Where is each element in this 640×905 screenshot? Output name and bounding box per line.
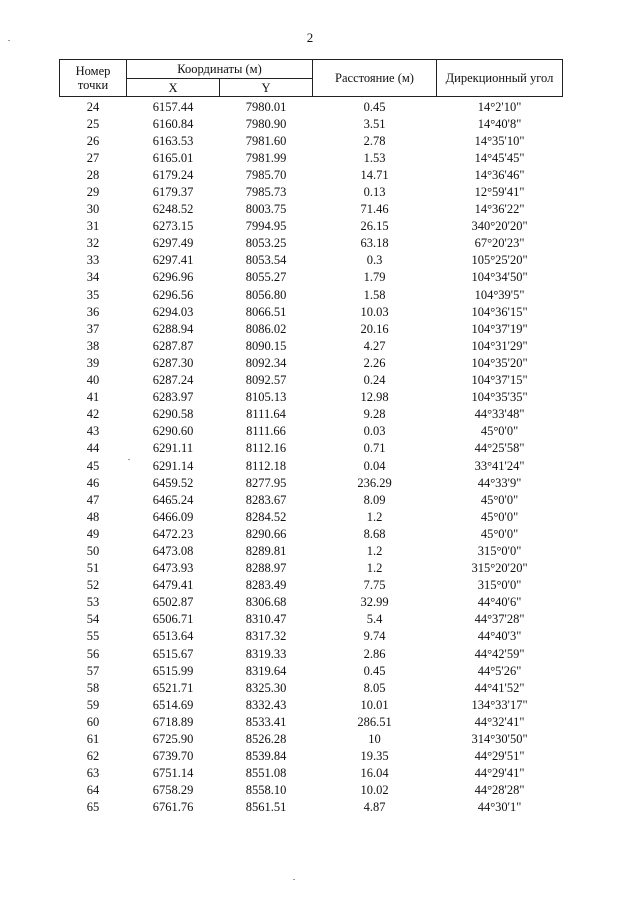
cell-y: 7981.60 [245,133,287,148]
cell-point-number: 44 [86,441,100,456]
cell-x: 6465.24 [152,492,194,507]
table-row [60,491,563,508]
cell-y: 8056.80 [245,287,287,302]
cell-direction-angle: 12°59'41" [474,185,525,200]
table-row [60,542,563,559]
table-row [60,508,563,525]
header-x: X [127,79,220,97]
cell-y: 8283.67 [245,492,287,507]
cell-y: 8317.32 [245,629,287,644]
cell-x: 6291.14 [152,458,194,473]
table-row [60,303,563,320]
cell-direction-angle: 134°33'17" [471,697,528,712]
cell-y: 8090.15 [245,338,287,353]
cell-y: 8003.75 [245,202,287,217]
cell-x: 6466.09 [152,509,194,524]
cell-point-number: 64 [86,783,100,798]
cell-direction-angle: 44°37'28" [474,612,525,627]
cell-point-number: 41 [86,390,100,405]
cell-direction-angle: 104°39'5" [474,287,525,302]
table-row [60,594,563,611]
cell-direction-angle: 45°0'0" [480,509,519,524]
cell-direction-angle: 44°28'28" [474,783,525,798]
cell-distance: 32.99 [360,595,389,610]
cell-point-number: 57 [86,663,100,678]
cell-direction-angle: 44°25'58" [474,441,525,456]
cell-point-number: 53 [86,595,100,610]
cell-point-number: 58 [86,680,100,695]
cell-x: 6283.97 [152,390,194,405]
cell-direction-angle: 44°41'52" [474,680,525,695]
table-row [60,525,563,542]
cell-distance: 12.98 [360,390,389,405]
cell-point-number: 28 [86,167,100,182]
table-row [60,201,563,218]
cell-y: 7980.01 [245,99,287,114]
cell-y: 8526.28 [245,732,287,747]
cell-y: 8319.64 [245,663,287,678]
cell-x: 6290.58 [152,407,194,422]
cell-x: 6287.30 [152,355,194,370]
cell-y: 8055.27 [245,270,287,285]
cell-direction-angle: 340°20'20" [471,219,528,234]
cell-x: 6515.99 [152,663,194,678]
cell-direction-angle: 104°31'29" [471,338,528,353]
cell-y: 8112.16 [245,441,287,456]
table-row [60,218,563,235]
table-row [60,696,563,713]
cell-direction-angle: 14°36'46" [474,167,525,182]
table-row [60,149,563,166]
table-row [60,560,563,577]
cell-y: 8288.97 [245,561,287,576]
cell-y: 8277.95 [245,475,287,490]
cell-direction-angle: 104°36'15" [471,304,528,319]
header-point-number: Номер точки [60,60,127,97]
cell-direction-angle: 44°32'41" [474,714,525,729]
cell-y: 7981.99 [245,150,287,165]
cell-distance: 3.51 [363,116,386,131]
table-row [60,662,563,679]
cell-point-number: 32 [86,236,100,251]
cell-direction-angle: 67°20'23" [474,236,525,251]
cell-point-number: 40 [86,373,100,388]
header-direction-angle: Дирекционный угол [437,60,563,97]
cell-point-number: 60 [86,714,100,729]
cell-point-number: 47 [86,492,100,507]
cell-y: 8290.66 [245,526,287,541]
coordinates-table [59,59,563,816]
cell-distance: 10.01 [360,697,389,712]
cell-distance: 0.3 [366,253,383,268]
cell-direction-angle: 104°35'35" [471,390,528,405]
cell-point-number: 50 [86,543,100,558]
cell-point-number: 29 [86,185,100,200]
cell-distance: 1.2 [366,561,383,576]
header-distance: Расстояние (м) [313,60,437,97]
cell-distance: 1.79 [363,270,386,285]
table-row [60,337,563,354]
cell-x: 6514.69 [152,697,194,712]
cell-direction-angle: 44°29'51" [474,749,525,764]
cell-distance: 20.16 [360,321,389,336]
cell-x: 6718.89 [152,714,194,729]
table-row [60,645,563,662]
cell-point-number: 65 [86,800,100,815]
cell-y: 7980.90 [245,116,287,131]
cell-point-number: 39 [86,355,100,370]
cell-x: 6273.15 [152,219,194,234]
cell-distance: 286.51 [357,714,392,729]
cell-y: 8289.81 [245,543,287,558]
cell-x: 6287.24 [152,373,194,388]
cell-y: 8306.68 [245,595,287,610]
cell-direction-angle: 44°5'26" [477,663,522,678]
cell-x: 6473.93 [152,561,194,576]
cell-x: 6179.24 [152,167,194,182]
cell-distance: 8.09 [363,492,386,507]
cell-x: 6751.14 [152,766,194,781]
table-row [60,372,563,389]
table-row [60,97,563,116]
page-number: 2 [306,30,314,45]
cell-distance: 1.2 [366,509,383,524]
cell-y: 8561.51 [245,800,287,815]
cell-x: 6291.11 [152,441,194,456]
cell-distance: 2.86 [363,646,386,661]
cell-point-number: 63 [86,766,100,781]
table-row [60,611,563,628]
cell-point-number: 56 [86,646,100,661]
cell-distance: 10.03 [360,304,389,319]
cell-point-number: 30 [86,202,100,217]
cell-y: 8533.41 [245,714,287,729]
table-row [60,286,563,303]
cell-distance: 19.35 [360,749,389,764]
table-row [60,132,563,149]
table-row [60,115,563,132]
table-row [60,799,563,816]
table-row [60,457,563,474]
table-row [60,235,563,252]
cell-direction-angle: 104°37'15" [471,373,528,388]
cell-y: 8539.84 [245,749,287,764]
cell-distance: 0.45 [363,99,386,114]
cell-x: 6248.52 [152,202,194,217]
table-row [60,406,563,423]
cell-distance: 10.02 [360,783,389,798]
cell-direction-angle: 14°36'22" [474,202,525,217]
cell-direction-angle: 44°33'48" [474,407,525,422]
cell-distance: 26.15 [360,219,389,234]
cell-direction-angle: 44°40'6" [477,595,522,610]
cell-y: 8325.30 [245,680,287,695]
cell-direction-angle: 45°0'0" [480,526,519,541]
cell-y: 8092.34 [245,355,287,370]
cell-y: 8105.13 [245,390,287,405]
cell-direction-angle: 314°30'50" [471,732,528,747]
cell-y: 8053.25 [245,236,287,251]
cell-distance: 2.26 [363,355,386,370]
cell-direction-angle: 104°34'50" [471,270,528,285]
cell-point-number: 43 [86,424,100,439]
table-row [60,423,563,440]
table-row [60,183,563,200]
cell-y: 8332.43 [245,697,287,712]
cell-distance: 16.04 [360,766,389,781]
table-row [60,713,563,730]
cell-y: 8086.02 [245,321,287,336]
cell-y: 7994.95 [245,219,287,234]
cell-y: 7985.70 [245,167,287,182]
cell-x: 6473.08 [152,543,194,558]
header-y: Y [220,79,313,97]
cell-x: 6758.29 [152,783,194,798]
cell-x: 6294.03 [152,304,194,319]
cell-distance: 14.71 [360,167,389,182]
cell-x: 6515.67 [152,646,194,661]
cell-direction-angle: 14°2'10" [477,99,522,114]
table-row [60,730,563,747]
cell-distance: 0.03 [363,424,386,439]
cell-distance: 0.71 [363,441,386,456]
cell-distance: 1.2 [366,543,383,558]
cell-direction-angle: 44°33'9" [477,475,522,490]
cell-y: 8066.51 [245,304,287,319]
cell-point-number: 45 [86,458,100,473]
cell-y: 8310.47 [245,612,287,627]
cell-point-number: 26 [86,133,100,148]
cell-distance: 5.4 [366,612,383,627]
cell-point-number: 33 [86,253,100,268]
cell-direction-angle: 44°40'3" [477,629,522,644]
cell-x: 6479.41 [152,578,194,593]
cell-distance: 1.58 [363,287,386,302]
cell-x: 6506.71 [152,612,194,627]
cell-x: 6296.56 [152,287,194,302]
cell-direction-angle: 315°0'0" [477,543,522,558]
cell-point-number: 25 [86,116,100,131]
cell-distance: 9.28 [363,407,386,422]
cell-distance: 4.27 [363,338,386,353]
cell-x: 6163.53 [152,133,194,148]
cell-y: 8092.57 [245,373,287,388]
cell-distance: 71.46 [360,202,389,217]
cell-point-number: 51 [86,561,100,576]
table-row [60,440,563,457]
cell-point-number: 42 [86,407,100,422]
cell-distance: 0.24 [363,373,386,388]
cell-x: 6296.96 [152,270,194,285]
cell-direction-angle: 104°35'20" [471,355,528,370]
cell-y: 8111.64 [246,407,286,422]
cell-direction-angle: 105°25'20" [471,253,528,268]
cell-x: 6472.23 [152,526,194,541]
cell-direction-angle: 45°0'0" [480,424,519,439]
cell-x: 6459.52 [152,475,194,490]
cell-distance: 7.75 [363,578,386,593]
cell-point-number: 54 [86,612,100,627]
cell-distance: 8.68 [363,526,386,541]
table-row [60,320,563,337]
cell-point-number: 31 [86,219,100,234]
table-row [60,269,563,286]
cell-y: 8053.54 [245,253,287,268]
cell-x: 6288.94 [152,321,194,336]
cell-x: 6165.01 [152,150,194,165]
table-row [60,474,563,491]
table-row [60,782,563,799]
cell-distance: 236.29 [357,475,392,490]
cell-direction-angle: 315°0'0" [477,578,522,593]
cell-point-number: 37 [86,321,100,336]
table-row [60,748,563,765]
cell-y: 8319.33 [245,646,287,661]
table-row [60,628,563,645]
cell-point-number: 38 [86,338,100,353]
cell-x: 6287.87 [152,338,194,353]
cell-direction-angle: 33°41'24" [474,458,525,473]
cell-x: 6725.90 [152,732,194,747]
cell-point-number: 34 [86,270,100,285]
table-body [60,97,563,816]
cell-x: 6157.44 [152,99,194,114]
cell-distance: 0.45 [363,663,386,678]
table-row [60,577,563,594]
cell-x: 6761.76 [152,800,194,815]
cell-distance: 4.87 [363,800,386,815]
cell-distance: 8.05 [363,680,386,695]
cell-point-number: 36 [86,304,100,319]
cell-distance: 10 [368,732,381,747]
table-row [60,765,563,782]
cell-point-number: 52 [86,578,100,593]
cell-point-number: 24 [86,99,100,114]
cell-direction-angle: 14°40'8" [477,116,522,131]
cell-distance: 0.04 [363,458,386,473]
cell-direction-angle: 44°42'59" [474,646,525,661]
cell-point-number: 61 [86,732,100,747]
cell-point-number: 49 [86,526,100,541]
cell-distance: 2.78 [363,133,386,148]
cell-x: 6502.87 [152,595,194,610]
cell-x: 6297.49 [152,236,194,251]
cell-distance: 63.18 [360,236,389,251]
table-row [60,679,563,696]
table-row [60,389,563,406]
cell-direction-angle: 14°45'45" [474,150,525,165]
cell-point-number: 59 [86,697,100,712]
cell-x: 6297.41 [152,253,194,268]
cell-y: 8283.49 [245,578,287,593]
cell-x: 6521.71 [152,680,194,695]
cell-direction-angle: 315°20'20" [471,561,528,576]
table-row [60,354,563,371]
cell-x: 6179.37 [152,185,194,200]
cell-point-number: 27 [86,150,100,165]
table-row [60,166,563,183]
cell-direction-angle: 44°29'41" [474,766,525,781]
cell-point-number: 46 [86,475,100,490]
cell-point-number: 48 [86,509,100,524]
cell-distance: 0.13 [363,185,386,200]
cell-point-number: 62 [86,749,100,764]
cell-y: 7985.73 [245,185,287,200]
cell-y: 8112.18 [245,458,287,473]
cell-direction-angle: 45°0'0" [480,492,519,507]
cell-direction-angle: 44°30'1" [477,800,522,815]
cell-x: 6739.70 [152,749,194,764]
table-header [60,60,563,97]
cell-point-number: 55 [86,629,100,644]
cell-direction-angle: 14°35'10" [474,133,525,148]
cell-distance: 9.74 [363,629,386,644]
cell-y: 8111.66 [246,424,286,439]
cell-y: 8284.52 [245,509,287,524]
cell-x: 6513.64 [152,629,194,644]
cell-distance: 1.53 [363,150,386,165]
table-row [60,252,563,269]
cell-y: 8551.08 [245,766,287,781]
cell-x: 6160.84 [152,116,194,131]
cell-point-number: 35 [86,287,100,302]
cell-y: 8558.10 [245,783,287,798]
cell-x: 6290.60 [152,424,194,439]
cell-direction-angle: 104°37'19" [471,321,528,336]
header-coordinates: Координаты (м) [127,60,313,79]
